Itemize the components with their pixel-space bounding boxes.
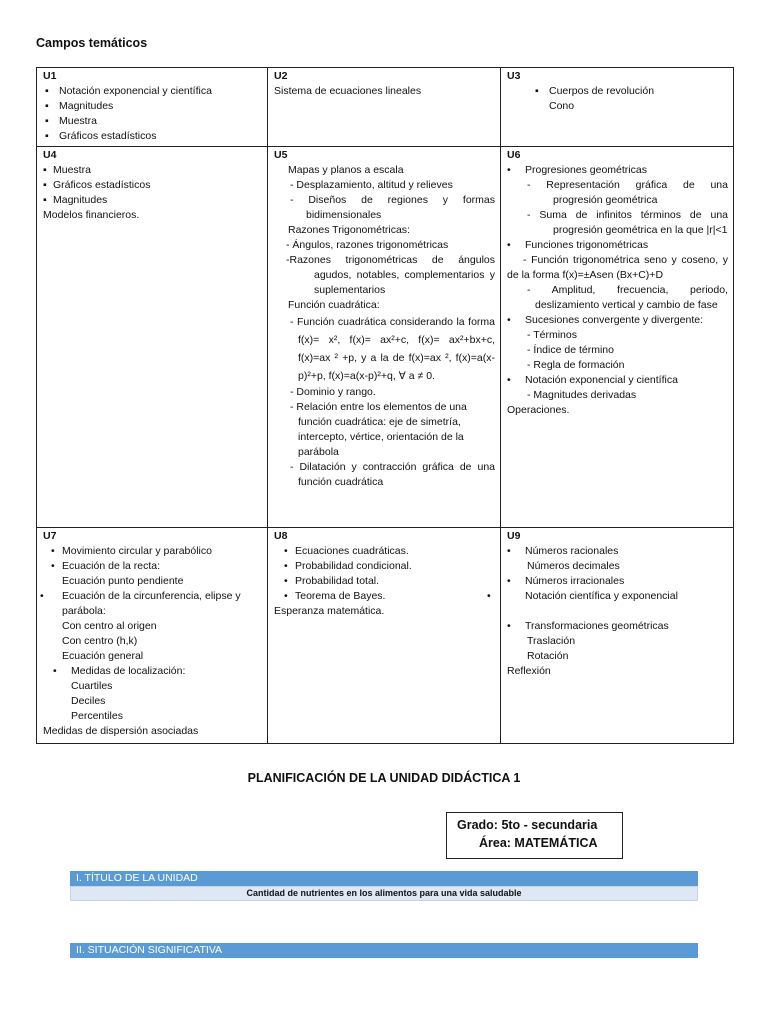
list-item: • Teorema de Bayes. <box>274 589 495 604</box>
list-item: Esperanza matemática. <box>274 605 385 617</box>
list-item: ▪ Cuerpos de revolución <box>507 84 728 99</box>
page-heading: Campos temáticos <box>36 36 148 50</box>
list-item: - Dominio y rango. <box>290 386 376 398</box>
cell-u9 <box>501 528 734 744</box>
list-item: - Desplazamiento, altitud y relieves <box>290 179 453 191</box>
list-item: Traslación <box>527 635 576 647</box>
list-item: Mapas y planos a escala <box>288 164 404 176</box>
list-item: Con centro (h,k) <box>62 635 138 647</box>
list-item: -Razones trigonométricas de ángulos agudos, notables, complementarios y suplementarios <box>286 254 495 296</box>
list-item: Percentiles <box>71 710 123 722</box>
list-item: • Medidas de localización: <box>43 664 262 679</box>
list-item: Razones Trigonométricas: <box>288 224 410 236</box>
list-item: - Función cuadrática considerando la forma f(x)= x², f(x)= ax²+c, f(x)= ax²+bx+c, f(x)=ax ² +p, y a la de f(x)=ax ², f(x)=a(x-p)²+p, f(x)=a(x-p)²+q, ∀ a ≠ 0. <box>290 316 495 382</box>
list-item: ▪ Gráficos estadísticos <box>43 129 262 144</box>
list-item: ▪ Muestra <box>43 114 262 129</box>
cell-u4 <box>37 147 268 528</box>
list-item: Ecuación general <box>62 650 144 662</box>
list-item: - Suma de infinitos términos de una progresión geométrica en la que |r|<1 <box>527 209 728 236</box>
list-item: - Amplitud, frecuencia, periodo, deslizamiento vertical y cambio de fase <box>527 284 728 311</box>
list-item: Reflexión <box>507 665 551 677</box>
list-item: ▪ Notación exponencial y científica <box>43 84 262 99</box>
list-item: • Notación científica y exponencial <box>507 589 728 604</box>
cell-title: U8 <box>274 530 288 542</box>
list-item: - Representación gráfica de una progresión geométrica <box>527 179 728 206</box>
list-item: - Términos <box>527 329 577 341</box>
cell-title: U1 <box>43 70 57 82</box>
list-item: • Probabilidad condicional. <box>274 559 495 574</box>
cell-u6 <box>501 147 734 528</box>
spacer <box>507 604 728 619</box>
list-item: - Relación entre los elementos de una función cuadrática: eje de simetría, intercepto, vértice, orientación de la parábola <box>290 401 467 458</box>
list-item: • Notación exponencial y científica <box>507 373 728 388</box>
cell-u2 <box>268 68 501 147</box>
list-item: - Índice de término <box>527 344 614 356</box>
list-item: ▪ Magnitudes <box>43 99 262 114</box>
list-item: • Ecuaciones cuadráticas. <box>274 544 495 559</box>
list-item: • Probabilidad total. <box>274 574 495 589</box>
list-item: Operaciones. <box>507 404 570 416</box>
cell-title: U9 <box>507 530 521 542</box>
cell-u3 <box>501 68 734 147</box>
list-item: - Diseños de regiones y formas bidimensionales <box>290 194 495 221</box>
list-item: Cono <box>549 100 575 112</box>
list-item: ▪ Gráficos estadísticos <box>43 178 262 193</box>
cell-title: U2 <box>274 70 288 82</box>
list-item: ▪ Muestra <box>43 163 262 178</box>
list-item: Sistema de ecuaciones lineales <box>274 85 422 97</box>
section-unit-title-value: Cantidad de nutrientes en los alimentos para una vida saludable <box>70 886 698 901</box>
list-item: - Función trigonométrica seno y coseno, y de la forma f(x)=±Asen (Bx+C)+D <box>507 254 728 281</box>
list-item: Deciles <box>71 695 106 707</box>
list-item: - Magnitudes derivadas <box>527 389 637 401</box>
cell-title: U6 <box>507 149 521 161</box>
list-item: ▪ Magnitudes <box>43 193 262 208</box>
cell-title: U5 <box>274 149 288 161</box>
cell-title: U3 <box>507 70 521 82</box>
section-unit-title-header: I. TÍTULO DE LA UNIDAD <box>70 871 698 886</box>
cell-u5 <box>268 147 501 528</box>
list-item: • Sucesiones convergente y divergente: <box>507 313 728 328</box>
section-situation-header: II. SITUACIÓN SIGNIFICATIVA <box>70 943 698 958</box>
cell-u8 <box>268 528 501 744</box>
list-item: • Movimiento circular y parabólico <box>43 544 262 559</box>
list-item: Números decimales <box>527 560 620 572</box>
list-item: • Progresiones geométricas <box>507 163 728 178</box>
grade-label: Grado: 5to - secundaria <box>457 818 598 832</box>
list-item: - Ángulos, razones trigonométricas <box>286 239 449 251</box>
list-item: Modelos financieros. <box>43 209 140 221</box>
list-item: Rotación <box>527 650 569 662</box>
list-item: Medidas de dispersión asociadas <box>43 725 199 737</box>
cell-title: U7 <box>43 530 57 542</box>
list-item: Función cuadrática: <box>288 299 380 311</box>
cell-u1 <box>37 68 268 147</box>
list-item: • Ecuación de la circunferencia, elipse y parábola: <box>43 589 262 619</box>
list-item: • Números irracionales <box>507 574 728 589</box>
list-item: • Transformaciones geométricas <box>507 619 728 634</box>
thematic-fields-table <box>36 67 734 744</box>
list-item: - Regla de formación <box>527 359 625 371</box>
list-item: • Funciones trigonométricas <box>507 238 728 253</box>
area-label: Área: MATEMÁTICA <box>479 836 598 850</box>
list-item: Cuartiles <box>71 680 113 692</box>
list-item: - Dilatación y contracción gráfica de una función cuadrática <box>290 461 495 488</box>
list-item: • Ecuación de la recta: <box>43 559 262 574</box>
list-item: Ecuación punto pendiente <box>62 575 184 587</box>
cell-title: U4 <box>43 149 57 161</box>
cell-u7 <box>37 528 268 744</box>
grade-area-box <box>446 812 623 859</box>
list-item: • Números racionales <box>507 544 728 559</box>
list-item: Con centro al origen <box>62 620 157 632</box>
plan-title: PLANIFICACIÓN DE LA UNIDAD DIDÁCTICA 1 <box>247 771 521 785</box>
